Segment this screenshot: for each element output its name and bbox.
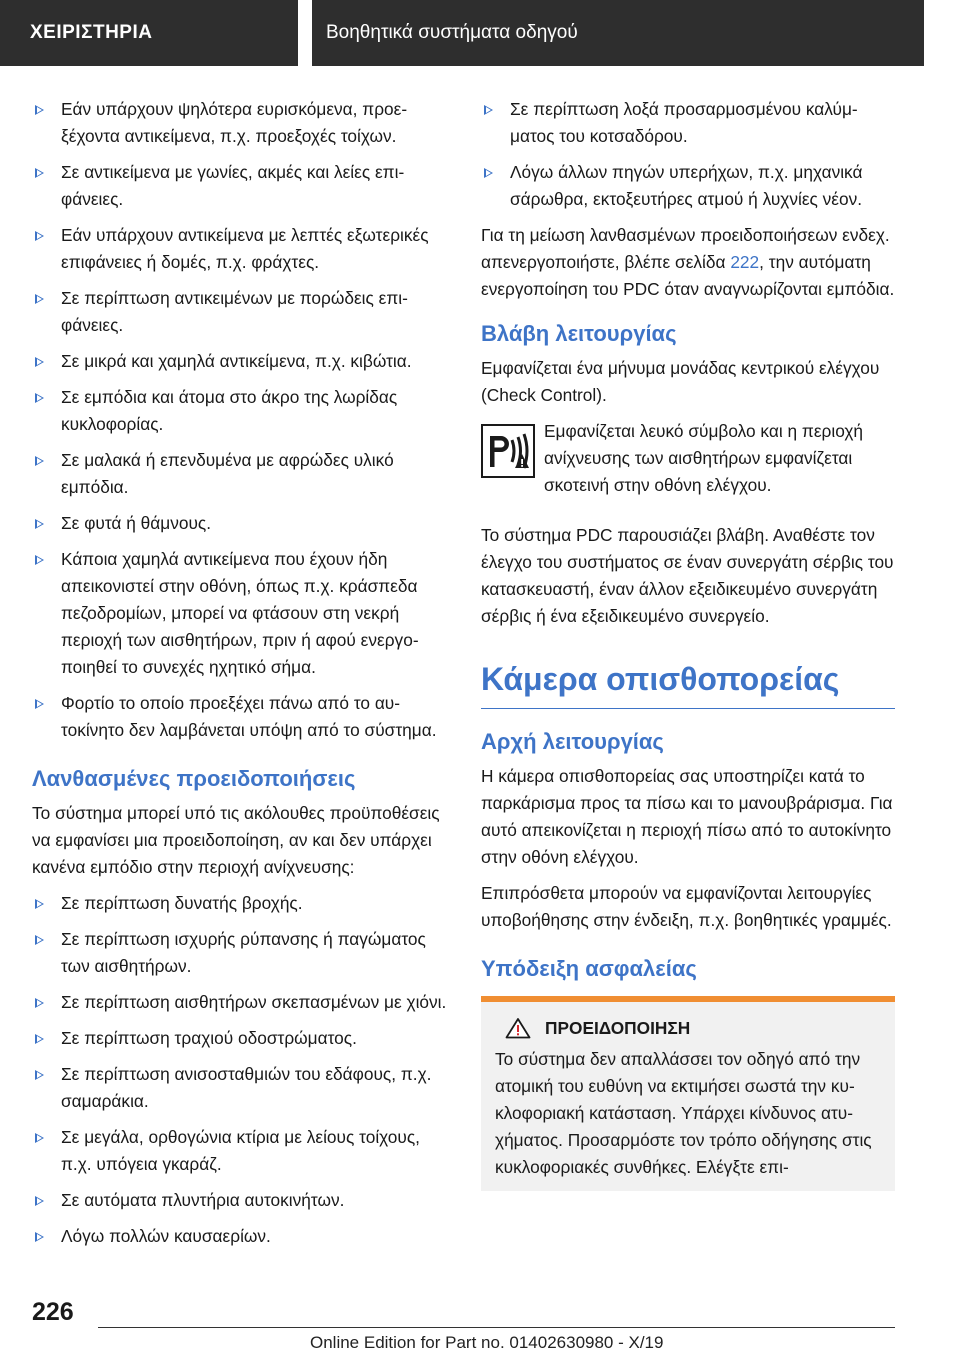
list-item xyxy=(32,510,452,537)
list-item xyxy=(32,222,452,276)
list-item xyxy=(32,1223,452,1250)
list-item xyxy=(32,447,452,501)
malfunction-paragraph: Εμφανίζεται ένα μήνυμα μονάδας κεντρικού ελέγχου (Check Control). xyxy=(481,358,880,405)
list-item xyxy=(32,1061,452,1115)
list-item xyxy=(32,1124,452,1178)
list-item-text: Σε αντικείμενα με γωνίες, ακμές και λείες επιφάνειες. xyxy=(61,162,405,209)
list-item xyxy=(32,159,452,213)
bullet-triangle-icon xyxy=(35,357,44,367)
malfunction-heading: Βλάβη λειτουργίας xyxy=(481,321,677,346)
safety-heading: Υπόδειξη ασφαλείας xyxy=(481,956,697,981)
list-item xyxy=(32,348,452,375)
list-item-text: Σε περίπτωση δυνατής βροχής. xyxy=(61,893,303,913)
list-item-text: Φορτίο το οποίο προεξέχει πάνω από το αυτοκίνητο δεν λαμβάνεται υπόψη από το σύστημα. xyxy=(61,693,437,740)
list-item-text: Σε αυτόματα πλυντήρια αυτοκινήτων. xyxy=(61,1190,345,1210)
rear-camera-heading: Κάμερα οπισθοπορείας xyxy=(481,658,895,709)
list-item-text: Σε περίπτωση ανισοσταθμιών του εδάφους, π.χ. σαμαράκια. xyxy=(61,1064,432,1111)
list-item-text: Σε περίπτωση ισχυρής ρύπανσης ή παγώματος των αισθητήρων. xyxy=(61,929,426,976)
bullet-triangle-icon xyxy=(35,1196,44,1206)
edition-footer: Online Edition for Part no. 01402630980 - X/19 xyxy=(310,1333,664,1352)
page-number: 226 xyxy=(32,1298,74,1326)
list-item-text: Σε περίπτωση αντικειμένων με πορώδεις επιφάνειες. xyxy=(61,288,408,335)
bullet-triangle-icon xyxy=(35,1034,44,1044)
list-item-text: Σε περίπτωση αισθητήρων σκεπασμένων με χιόνι. xyxy=(61,992,447,1012)
list-item xyxy=(481,159,895,213)
warning-title: ΠΡΟΕΙΔΟΠΟΙΗΣΗ xyxy=(545,1018,691,1038)
warning-triangle-icon xyxy=(505,1017,531,1039)
reduce-text-pre: Για τη μείωση λανθασμένων προειδοποιήσεων ενδεχ. απενεργοποιήστε, βλέπε σελίδα xyxy=(481,225,890,272)
list-item xyxy=(32,384,452,438)
list-item xyxy=(32,926,452,980)
list-item xyxy=(32,989,452,1016)
list-item-text: Σε μικρά και χαμηλά αντικείμενα, π.χ. κιβώτια. xyxy=(61,351,412,371)
bullet-triangle-icon xyxy=(35,456,44,466)
bullet-triangle-icon xyxy=(35,168,44,178)
bullet-triangle-icon xyxy=(35,699,44,709)
warning-box xyxy=(481,996,895,1191)
list-item xyxy=(32,96,452,150)
header-separator xyxy=(298,0,312,66)
list-item xyxy=(32,690,452,744)
bullet-triangle-icon xyxy=(35,935,44,945)
pdc-malfunction-icon xyxy=(481,424,535,478)
service-paragraph: Το σύστημα PDC παρουσιάζει βλάβη. Αναθέστε τον έλεγχο του συστήματος σε έναν συνεργάτη σέρβις του κατασκευαστή, έναν άλλον εξειδικευμένο συνεργάτη σέρβις ή ένα εξειδικευμένο συνεργείο. xyxy=(481,525,894,626)
principle-paragraph-2: Επιπρόσθετα μπορούν να εμφανίζονται λειτουργίες υποβοήθησης στην ένδειξη, π.χ. βοηθητικές γραμμές. xyxy=(481,883,892,930)
false-warnings-heading: Λανθασμένες προειδοποιήσεις xyxy=(32,766,356,791)
list-item-text: Εάν υπάρχουν ψηλότερα ευρισκόμενα, προεξέχοντα αντικείμενα, π.χ. προεξοχές τοίχων. xyxy=(61,99,408,146)
bullet-triangle-icon xyxy=(484,105,493,115)
pdc-icon-description: Εμφανίζεται λευκό σύμβολο και η περιοχή ανίχνευσης των αισθητήρων εμφανίζεται σκοτεινή στην οθόνη ελέγχου. xyxy=(544,421,864,495)
list-item xyxy=(32,546,452,681)
bullet-triangle-icon xyxy=(35,899,44,909)
bullet-triangle-icon xyxy=(35,105,44,115)
bullet-triangle-icon xyxy=(35,231,44,241)
list-item-text: Σε εμπόδια και άτομα στο άκρο της λωρίδας κυκλοφορίας. xyxy=(61,387,398,434)
list-item xyxy=(32,1187,452,1214)
section-title: Βοηθητικά συστήματα οδηγού xyxy=(312,0,924,66)
list-item-text: Σε μεγάλα, ορθογώνια κτίρια με λείους τοίχους, π.χ. υπόγεια γκαράζ. xyxy=(61,1127,420,1174)
list-item xyxy=(32,890,452,917)
principle-paragraph-1: Η κάμερα οπισθοπορείας σας υποστηρίζει κατά το παρκάρισμα προς τα πίσω και το μανουβράρισμα. Για αυτό απεικονίζεται η περιοχή πίσω από το αυτοκίνητο στην οθόνη ελέγχου. xyxy=(481,766,893,867)
list-item-text: Σε φυτά ή θάμνους. xyxy=(61,513,212,533)
chapter-title: ΧΕΙΡΙΣΤΗΡΙΑ xyxy=(0,0,298,66)
bullet-triangle-icon xyxy=(35,555,44,565)
bullet-triangle-icon xyxy=(35,1232,44,1242)
list-item-text: Σε περίπτωση λοξά προσαρμοσμένου καλύμματος του κοτσαδόρου. xyxy=(510,99,858,146)
pdc-icon-row xyxy=(481,418,895,508)
list-item-text: Σε μαλακά ή επενδυμένα με αφρώδες υλικό εμπόδια. xyxy=(61,450,394,497)
reduce-text-post: , την αυτόματη ενεργοποίηση του PDC όταν αναγνωρίζονται εμπόδια. xyxy=(481,252,895,299)
bullet-triangle-icon xyxy=(35,1070,44,1080)
footer-rule xyxy=(98,1327,895,1328)
list-item-text: Λόγω άλλων πηγών υπερήχων, π.χ. μηχανικά σάρωθρα, εκτοξευτήρες ατμού ή λυχνίες νέον. xyxy=(510,162,863,209)
false-warnings-paragraph: Το σύστημα μπορεί υπό τις ακόλουθες προϋποθέσεις να εμφανίσει μια προειδοποίηση, αν και δεν υπάρχει κανένα εμπόδιο στην περιοχή ανίχνευσης: xyxy=(32,803,440,877)
bullet-triangle-icon xyxy=(35,998,44,1008)
list-item xyxy=(32,285,452,339)
bullet-triangle-icon xyxy=(35,393,44,403)
bullet-triangle-icon xyxy=(35,519,44,529)
list-item xyxy=(32,1025,452,1052)
warning-title-row xyxy=(505,1014,881,1042)
bullet-triangle-icon xyxy=(484,168,493,178)
list-item-text: Κάποια χαμηλά αντικείμενα που έχουν ήδη απεικονιστεί στην οθόνη, όπως π.χ. κράσπεδα πεζοδρομίων, μπορεί να φτάσουν στη νεκρή περιοχή των αισθητήρων, πριν ή αφού ενεργοποιηθεί το συνεχές ηχητικό σήμα. xyxy=(61,549,419,677)
false-warnings-list-cont xyxy=(481,96,895,213)
limitations-list xyxy=(32,96,452,744)
reduce-warnings-paragraph xyxy=(481,222,895,303)
list-item-text: Λόγω πολλών καυσαερίων. xyxy=(61,1226,271,1246)
left-column xyxy=(32,96,452,1259)
warning-text: Το σύστημα δεν απαλλάσσει τον οδηγό από την ατομική του ευθύνη να εκτιμήσει σωστά την κυκλοφοριακή κατάσταση. Υπάρχει κίνδυνος ατυχήματος. Προσαρμόστε τον τρόπο οδήγησης στις κυκλοφοριακές συνθήκες. Ελέγξτε επι- xyxy=(495,1049,872,1177)
right-column xyxy=(481,96,895,1191)
page-link-222[interactable]: 222 xyxy=(730,252,760,272)
bullet-triangle-icon xyxy=(35,294,44,304)
bullet-triangle-icon xyxy=(35,1133,44,1143)
list-item-text: Εάν υπάρχουν αντικείμενα με λεπτές εξωτερικές επιφάνειες ή δομές, π.χ. φράχτες. xyxy=(61,225,429,272)
page-header xyxy=(0,0,960,66)
false-warnings-list xyxy=(32,890,452,1250)
list-item xyxy=(481,96,895,150)
principle-heading: Αρχή λειτουργίας xyxy=(481,729,664,754)
list-item-text: Σε περίπτωση τραχιού οδοστρώματος. xyxy=(61,1028,357,1048)
